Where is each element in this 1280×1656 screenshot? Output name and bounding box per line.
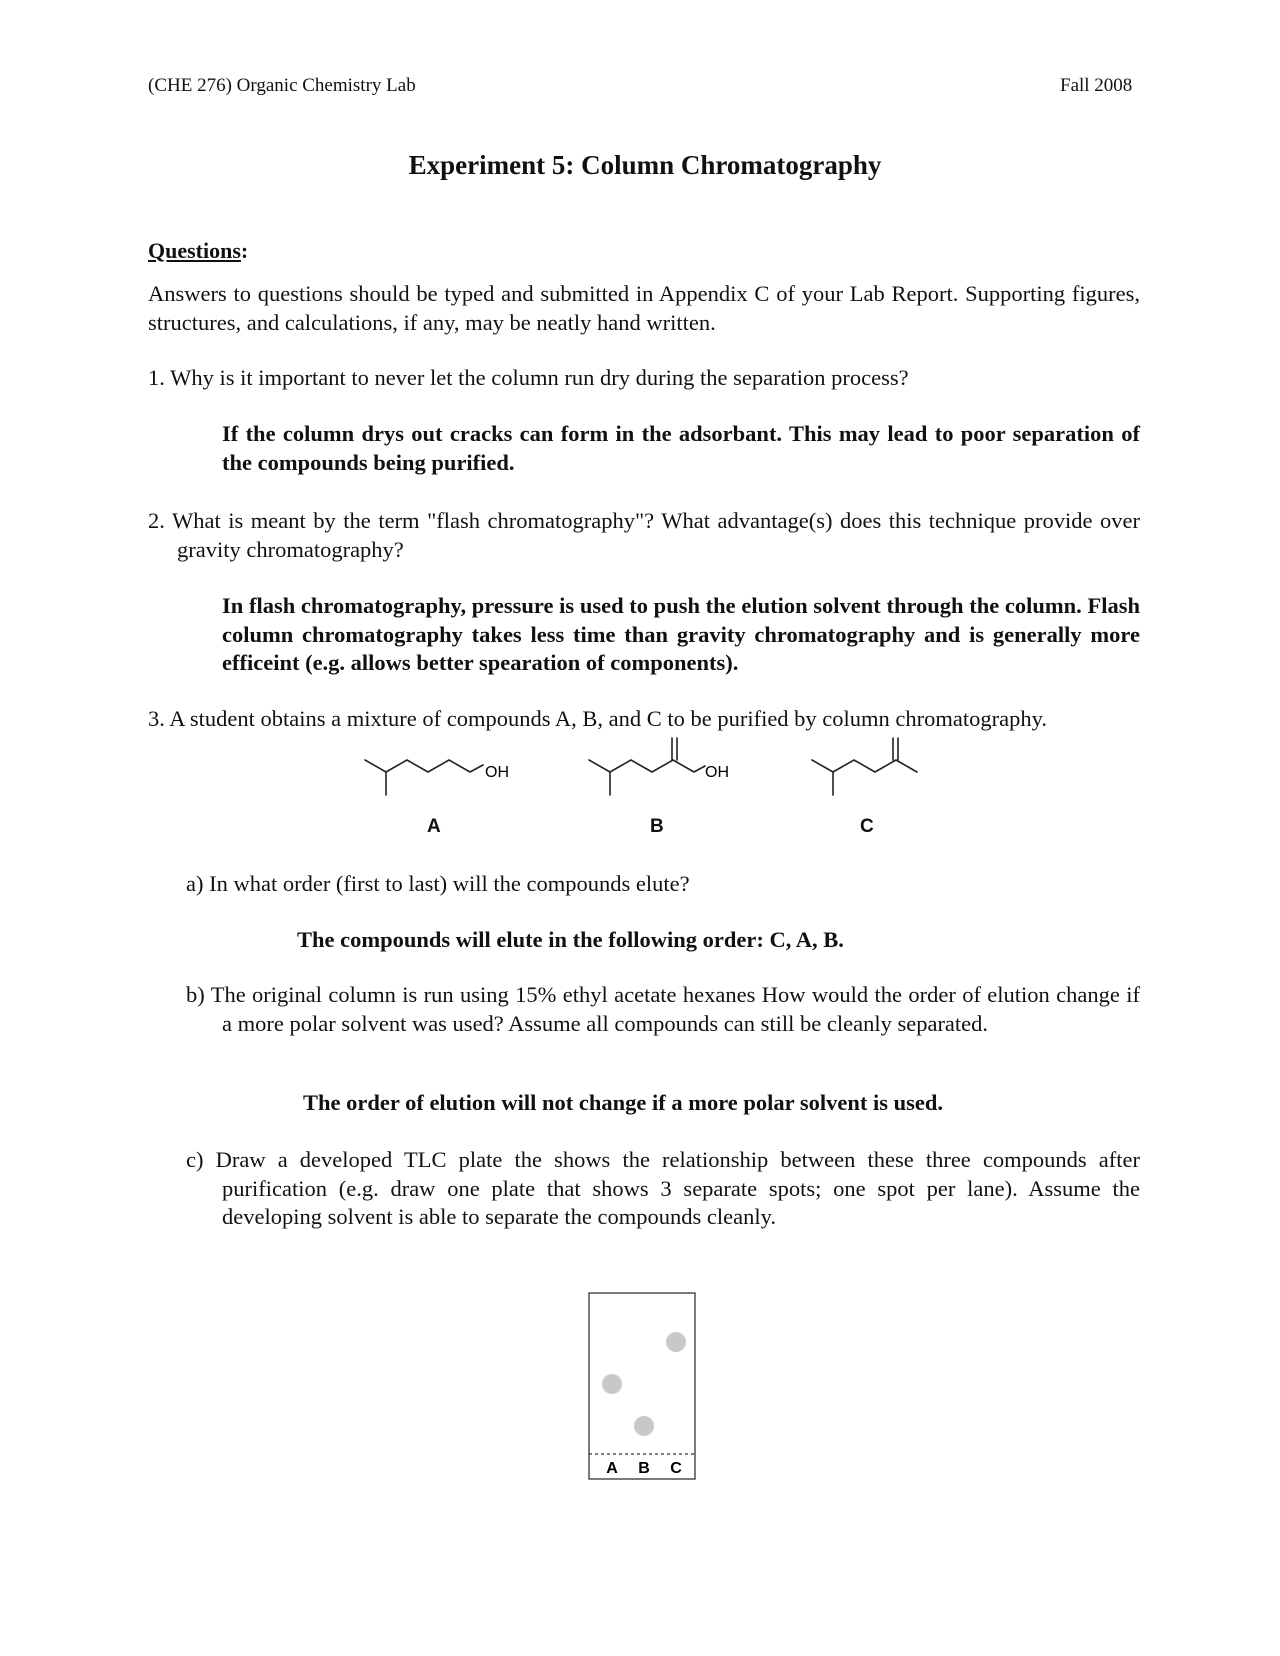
question-3b: b) The original column is run using 15% ethyl acetate hexanes How would the order of elution change if a more polar solvent was used? Assume all compounds can still be cleanly separated. <box>186 982 1140 1036</box>
question-1: 1. Why is it important to never let the column run dry during the separation process? <box>148 365 909 390</box>
tlc-spot-b <box>634 1416 654 1436</box>
answer-1: If the column drys out cracks can form in the adsorbant. This may lead to poor separation of the compounds being purified. <box>222 421 1140 475</box>
question-3a: a) In what order (first to last) will the compounds elute? <box>186 871 690 896</box>
questions-heading <box>148 238 248 264</box>
compound-c-skeleton <box>812 760 833 795</box>
term-header: Fall 2008 <box>1060 75 1133 96</box>
answer-3b: The order of elution will not change if a more polar solvent is used. <box>303 1090 944 1115</box>
tlc-lane-label-c: C <box>670 1460 682 1477</box>
intro-paragraph: Answers to questions should be typed and submitted in Appendix C of your Lab Report. Supporting figures, structures, and calculations, if any, may be neatly hand written. <box>148 281 1140 335</box>
question-3c: c) Draw a developed TLC plate the shows the relationship between these three compounds after purification (e.g. draw one plate that shows 3 separate spots; one spot per lane). Assume the developing solvent is able to separate the compounds cleanly. <box>186 1147 1140 1230</box>
compound-label-c: C <box>860 816 874 837</box>
tlc-lane-label-b: B <box>638 1460 650 1477</box>
questions-heading-colon: : <box>240 238 249 263</box>
questions-heading-text: Questions <box>148 238 241 263</box>
answer-3a: The compounds will elute in the following order: C, A, B. <box>297 927 844 952</box>
tlc-spot-c <box>666 1332 686 1352</box>
compound-b-oh: OH <box>705 764 729 781</box>
compound-label-a: A <box>427 816 441 837</box>
compound-a-oh: OH <box>485 764 509 781</box>
page-title: Experiment 5: Column Chromatography <box>408 150 882 180</box>
tlc-spot-a <box>602 1374 622 1394</box>
tlc-lane-label-a: A <box>606 1460 618 1477</box>
answer-2: In flash chromatography, pressure is used to push the elution solvent through the column. Flash column chromatography takes less time than gravity chromatography and is generally more efficeint (e.g. allows better spearation of components). <box>222 593 1140 676</box>
question-2: 2. What is meant by the term "flash chromatography"? What advantage(s) does this technique provide over gravity chromatography? <box>148 508 1140 562</box>
tlc-plate <box>588 1292 698 1482</box>
course-header: (CHE 276) Organic Chemistry Lab <box>148 75 416 96</box>
compound-a-skeleton <box>365 760 386 795</box>
compound-label-b: B <box>650 816 664 837</box>
compound-structures <box>355 735 935 805</box>
compound-b-skeleton <box>589 760 610 795</box>
question-3: 3. A student obtains a mixture of compounds A, B, and C to be purified by column chromatography. <box>148 706 1048 731</box>
